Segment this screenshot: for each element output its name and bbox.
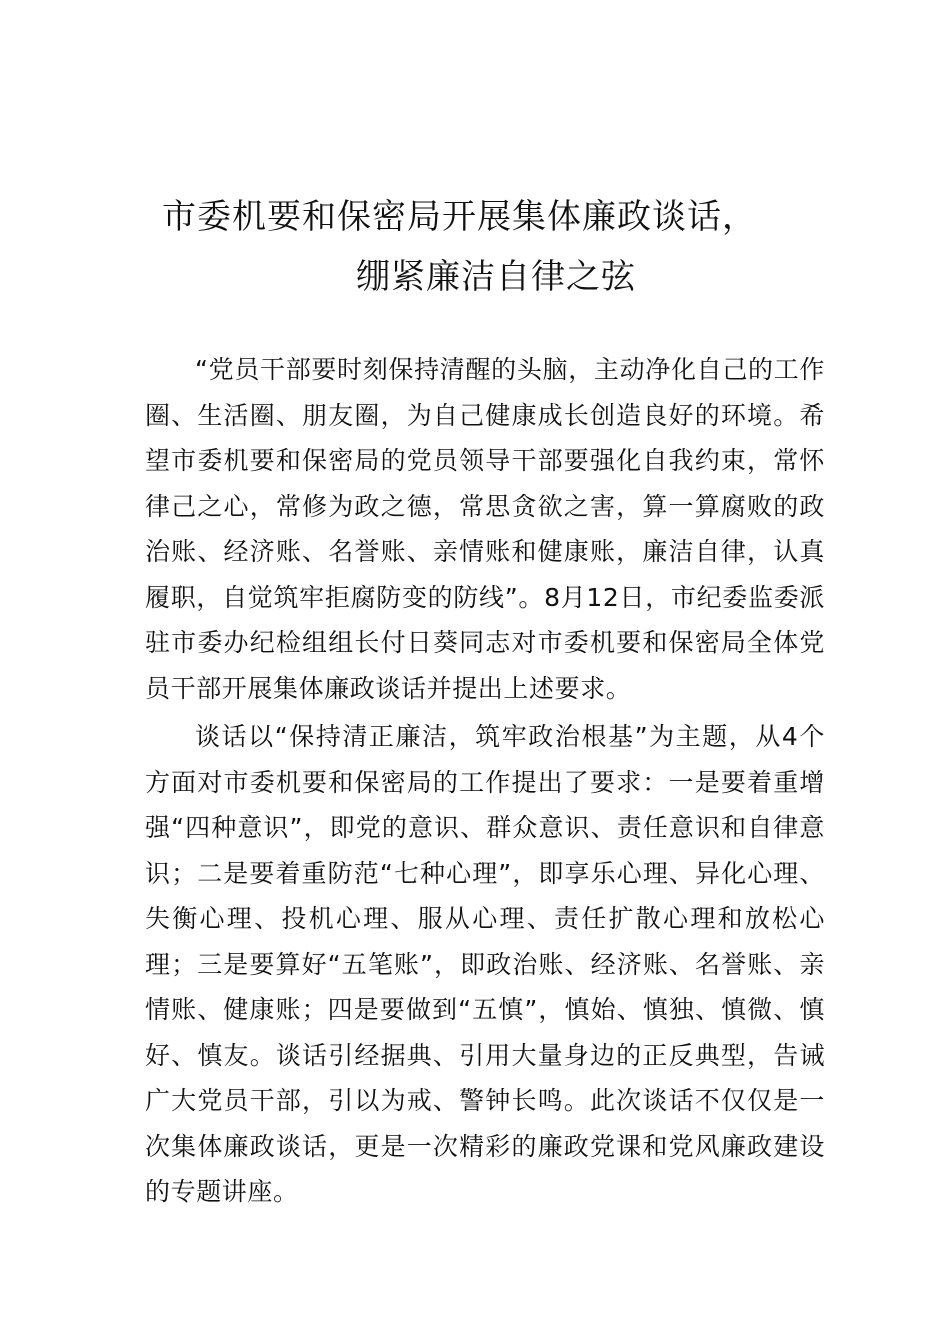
body-paragraph-1: “党员干部要时刻保持清醒的头脑，主动净化自己的工作圈、生活圈、朋友圈，为自己健康成长创造良好的环境。希望市委机要和保密局的党员领导干部要强化自我约束，常怀律己之心，常修为政之德，常思贪欲之害，算一算腐败的政治账、经济账、名誉账、亲情账和健康账，廉洁自律，认真履职，自觉筑牢拒腐防变的防线”。8月12日，市纪委监委派驻市委办纪检组组长付日葵同志对市委机要和保密局全体党员干部开展集体廉政谈话并提出上述要求。 <box>145 355 825 703</box>
body-paragraph-2: 谈话以“保持清正廉洁，筑牢政治根基”为主题，从4个方面对市委机要和保密局的工作提出了要求：一是要着重增强“四种意识”，即党的意识、群众意识、责任意识和自律意识；二是要着重防范“七种心理”，即享乐心理、异化心理、失衡心理、投机心理、服从心理、责任扩散心理和放松心理；三是要算好“五笔账”，即政治账、经济账、名誉账、亲情账、健康账；四是要做到“五慎”，慎始、慎独、慎微、慎好、慎友。谈话引经据典、引用大量身边的正反典型，告诫广大党员干部，引以为戒、警钟长鸣。此次谈话不仅仅是一次集体廉政谈话，更是一次精彩的廉政党课和党风廉政建设的专题讲座。 <box>145 722 825 1206</box>
document-title-line-1: 市委机要和保密局开展集体廉政谈话， <box>162 197 757 237</box>
document-title-line-2: 绷紧廉洁自律之弦 <box>356 257 636 297</box>
